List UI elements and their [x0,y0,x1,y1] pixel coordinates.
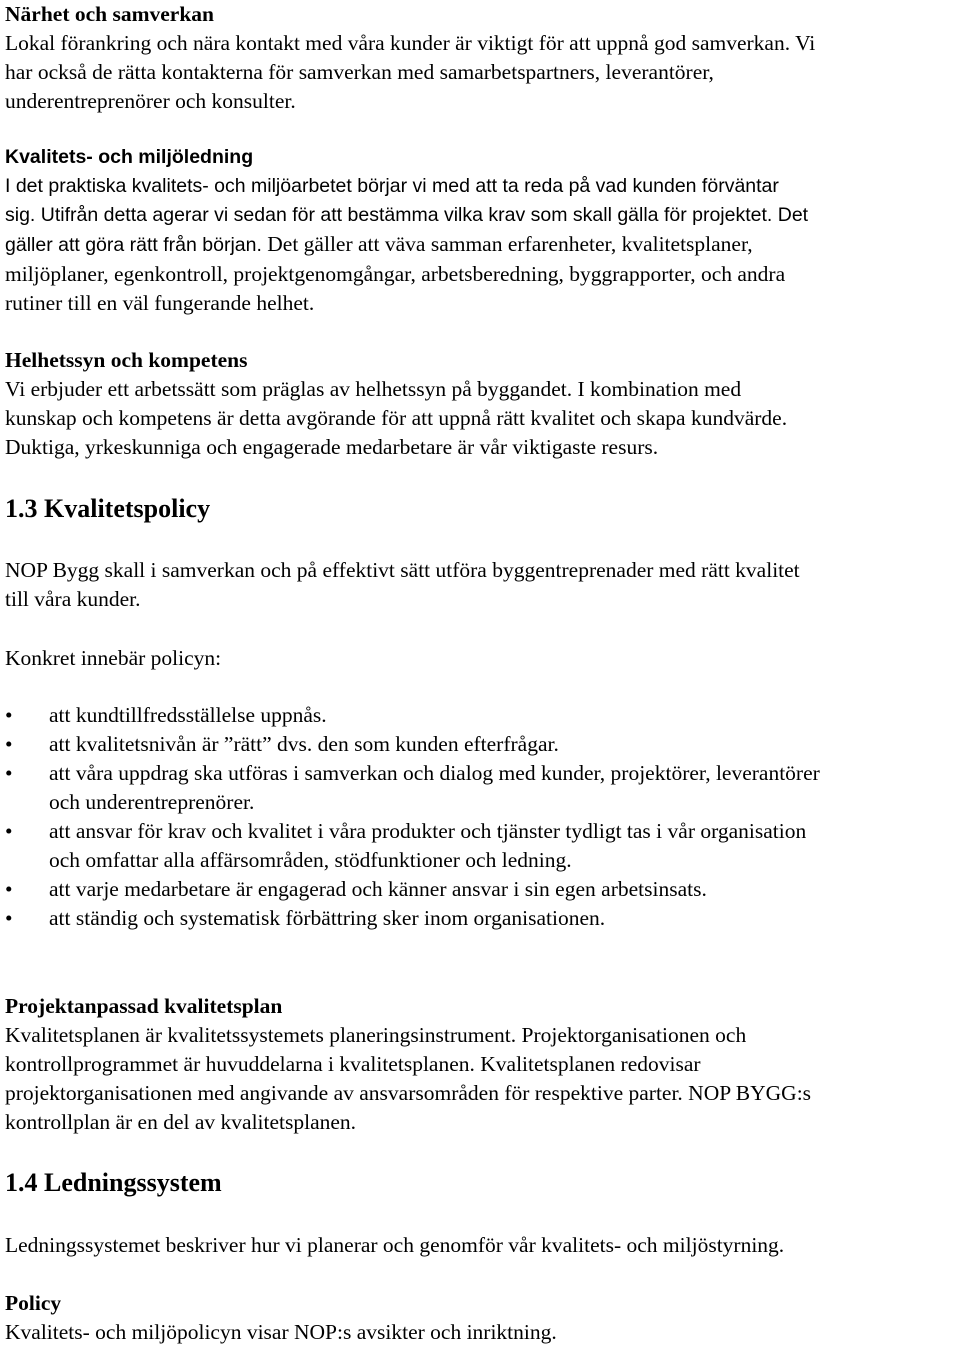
paragraph-line: Kvalitets- och miljöpolicyn visar NOP:s avsikter och inriktning. [5,1320,557,1344]
bullet-icon: • [5,877,13,901]
paragraph-line: Duktiga, yrkeskunniga och engagerade medarbetare är vår viktigaste resurs. [5,435,659,459]
paragraph-line: rutiner till en väl fungerande helhet. [5,291,315,315]
paragraph-line: Ledningssystemet beskriver hur vi planerar och genomför vår kvalitets- och miljöstyrning. [5,1233,785,1257]
list-item-text: att kundtillfredsställelse uppnås. [49,703,327,727]
paragraph-line: I det praktiska kvalitets- och miljöarbetet börjar vi med att ta reda på vad kunden förväntar [5,175,779,197]
list-item-text: att våra uppdrag ska utföras i samverkan och dialog med kunder, projektörer, leverantörer [49,761,820,785]
paragraph-fragment: Det gäller att väva samman erfarenheter, kvalitetsplaner, [267,232,753,256]
paragraph-line: kunskap och kompetens är detta avgörande för att uppnå rätt kvalitet och skapa kundvärde. [5,406,788,430]
section-heading: Policy [5,1291,62,1315]
list-item-text: att ständig och systematisk förbättring sker inom organisationen. [49,906,606,930]
kvalitetspolicy-intro [5,556,800,614]
list-item-text: att kvalitetsnivån är ”rätt” dvs. den som kunden efterfrågar. [49,732,559,756]
kvalitetspolicy-konkret [5,644,221,673]
list-item [5,759,955,817]
paragraph-line: kontrollplan är en del av kvalitetsplanen. [5,1110,357,1134]
list-item-text: att ansvar för krav och kvalitet i våra produkter och tjänster tydligt tas i vår organisation [49,819,807,843]
paragraph-line: underentreprenörer och konsulter. [5,89,296,113]
chapter-heading: 1.4 Ledningssystem [5,1168,222,1197]
bullet-icon: • [5,703,13,727]
paragraph-fragment: gäller att göra rätt från början. [5,234,262,256]
paragraph-line: Kvalitetsplanen är kvalitetssystemets planeringsinstrument. Projektorganisationen och [5,1023,747,1047]
list-item-text: och omfattar alla affärsområden, stödfunktioner och ledning. [49,848,572,872]
list-item-text: att varje medarbetare är engagerad och känner ansvar i sin egen arbetsinsats. [49,877,707,901]
chapter-heading: 1.3 Kvalitetspolicy [5,494,211,523]
paragraph-line: miljöplaner, egenkontroll, projektgenomgångar, arbetsberedning, byggrapporter, och andra [5,262,786,286]
list-item [5,817,955,875]
paragraph-line [5,230,808,260]
paragraph-line: kontrollprogrammet är huvuddelarna i kvalitetsplanen. Kvalitetsplanen redovisar [5,1052,701,1076]
policy-bullet-list [5,701,955,933]
section-narhet [5,0,815,116]
section-heading: Helhetssyn och kompetens [5,348,248,372]
list-item [5,875,955,904]
paragraph-line: NOP Bygg skall i samverkan och på effektivt sätt utföra byggentreprenader med rätt kvalitet [5,558,800,582]
bullet-icon: • [5,906,13,930]
paragraph-line: till våra kunder. [5,587,141,611]
section-ledningssystem [5,1168,222,1198]
section-projektanpassad [5,992,811,1137]
section-heading: Kvalitets- och miljöledning [5,146,254,168]
section-policy [5,1289,557,1347]
paragraph-line: Vi erbjuder ett arbetssätt som präglas av helhetssyn på byggandet. I kombination med [5,377,742,401]
section-kvalitet-miljo [5,143,808,318]
list-item-text: och underentreprenörer. [49,790,255,814]
section-kvalitetspolicy [5,494,210,524]
list-item [5,904,955,933]
bullet-icon: • [5,732,13,756]
list-item [5,701,955,730]
bullet-icon: • [5,761,13,785]
section-heading: Projektanpassad kvalitetsplan [5,994,283,1018]
paragraph-line: sig. Utifrån detta agerar vi sedan för att bestämma vilka krav som skall gälla för projektet. Det [5,204,809,226]
list-item [5,730,955,759]
section-heading: Närhet och samverkan [5,2,215,26]
section-helhetssyn [5,346,787,462]
paragraph-line: har också de rätta kontakterna för samverkan med samarbetspartners, leverantörer, [5,60,714,84]
paragraph-line: Lokal förankring och nära kontakt med våra kunder är viktigt för att uppnå god samverkan. Vi [5,31,816,55]
ledningssystem-body [5,1231,784,1260]
bullet-icon: • [5,819,13,843]
paragraph-line: projektorganisationen med angivande av ansvarsområden för respektive parter. NOP BYGG:s [5,1081,812,1105]
paragraph-line: Konkret innebär policyn: [5,646,222,670]
